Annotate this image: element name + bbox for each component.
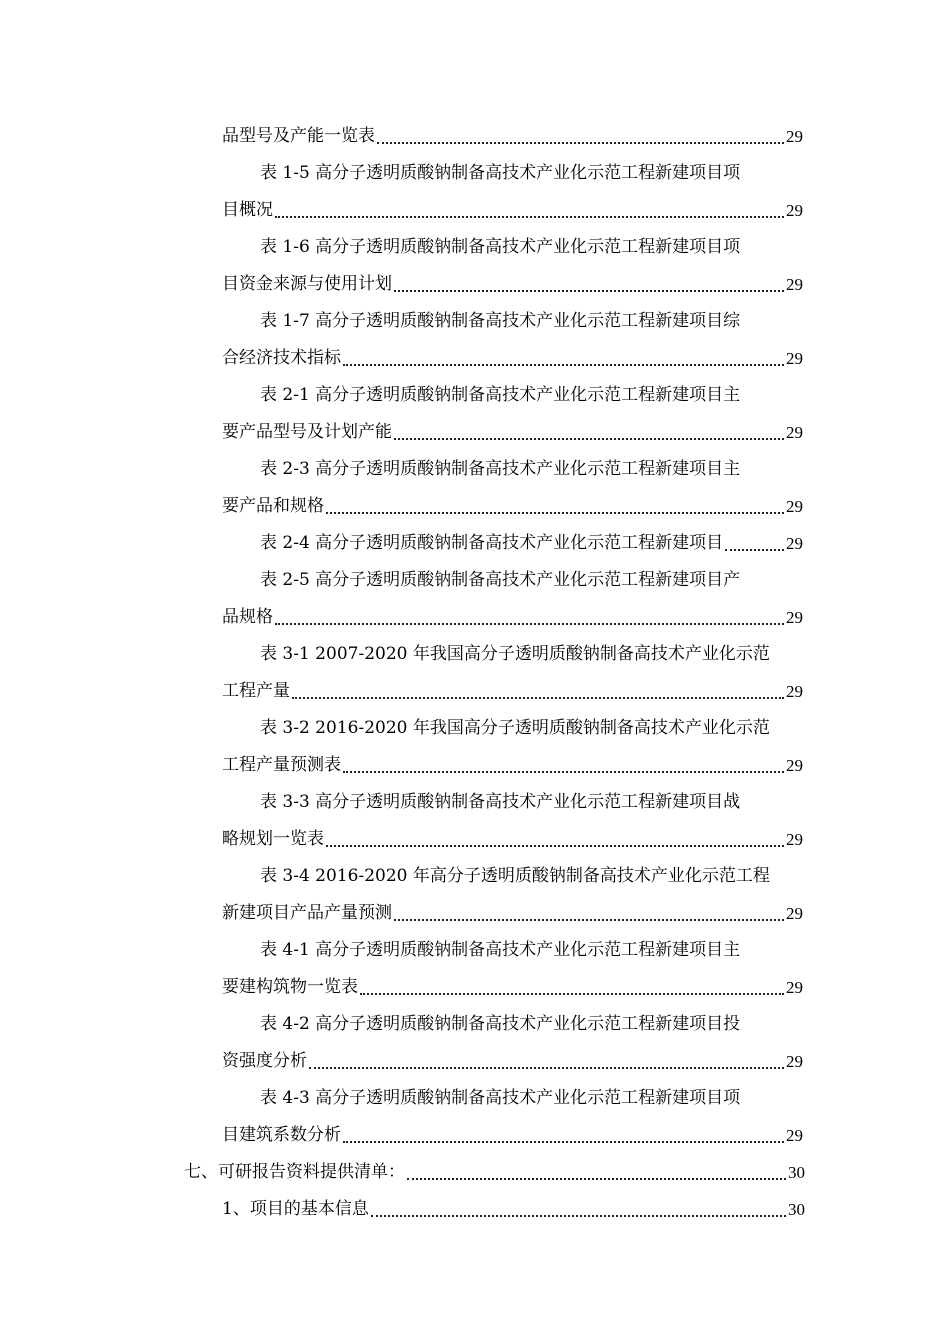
- toc-page-number: 29: [786, 608, 803, 627]
- toc-entry-text: 表 3-4 2016-2020 年高分子透明质酸钠制备高技术产业化示范工程: [260, 866, 770, 886]
- toc-entry-first-line[interactable]: [0, 636, 950, 673]
- toc-page-number: 29: [786, 349, 803, 368]
- dot-leader: [309, 1067, 784, 1069]
- toc-page-number: 29: [786, 201, 803, 220]
- toc-entry-text: 目建筑系数分析: [222, 1125, 341, 1145]
- toc-entry-first-line[interactable]: [0, 377, 950, 414]
- toc-entry-text: 七、可研报告资料提供清单：: [184, 1162, 405, 1182]
- dot-leader: [725, 549, 784, 551]
- toc-entry-text: 品型号及产能一览表: [222, 126, 375, 146]
- toc-page-number: 29: [786, 682, 803, 701]
- toc-entry-continuation[interactable]: [0, 599, 950, 636]
- dot-leader: [394, 438, 784, 440]
- toc-entry-text: 工程产量预测表: [222, 755, 341, 775]
- dot-leader: [360, 993, 784, 995]
- toc-entry-text: 表 2-4 高分子透明质酸钠制备高技术产业化示范工程新建项目: [260, 533, 724, 553]
- toc-entry-continuation[interactable]: [0, 895, 950, 932]
- toc-entry-continuation[interactable]: [0, 969, 950, 1006]
- toc-entry-text: 要产品型号及计划产能: [222, 422, 392, 442]
- dot-leader: [326, 845, 784, 847]
- toc-entry-text: 表 4-3 高分子透明质酸钠制备高技术产业化示范工程新建项目项: [260, 1088, 741, 1108]
- toc-entry-text: 表 4-1 高分子透明质酸钠制备高技术产业化示范工程新建项目主: [260, 940, 741, 960]
- toc-entry-text: 表 3-1 2007-2020 年我国高分子透明质酸钠制备高技术产业化示范: [260, 644, 770, 664]
- toc-entry-text: 表 3-2 2016-2020 年我国高分子透明质酸钠制备高技术产业化示范: [260, 718, 770, 738]
- toc-subsection[interactable]: [0, 1191, 950, 1228]
- dot-leader: [275, 216, 784, 218]
- toc-page-number: 29: [786, 904, 803, 923]
- toc-entry-continuation[interactable]: [0, 266, 950, 303]
- toc-entry-text: 1、项目的基本信息: [222, 1199, 369, 1219]
- toc-entry-continuation[interactable]: [0, 118, 950, 155]
- toc-entry-continuation[interactable]: [0, 488, 950, 525]
- dot-leader: [377, 142, 784, 144]
- toc-entry-first-line[interactable]: [0, 1080, 950, 1117]
- toc-page-number: 30: [788, 1163, 805, 1182]
- toc-entry-continuation[interactable]: [0, 1117, 950, 1154]
- toc-section-heading[interactable]: [0, 1154, 950, 1191]
- toc-entry-text: 要建构筑物一览表: [222, 977, 358, 997]
- toc-entry-text: 品规格: [222, 607, 273, 627]
- toc-entry-first-line[interactable]: [0, 303, 950, 340]
- toc-entry-text: 表 2-1 高分子透明质酸钠制备高技术产业化示范工程新建项目主: [260, 385, 741, 405]
- toc-entry-text: 略规划一览表: [222, 829, 324, 849]
- toc-page-number: 29: [786, 534, 803, 553]
- toc-entry-text: 合经济技术指标: [222, 348, 341, 368]
- dot-leader: [343, 364, 784, 366]
- table-of-contents: [0, 118, 950, 1228]
- dot-leader: [275, 623, 784, 625]
- toc-entry-first-line[interactable]: [0, 155, 950, 192]
- dot-leader: [407, 1178, 786, 1180]
- dot-leader: [343, 771, 784, 773]
- dot-leader: [326, 512, 784, 514]
- toc-entry-first-line[interactable]: [0, 858, 950, 895]
- toc-entry-first-line[interactable]: [0, 562, 950, 599]
- toc-page-number: 29: [786, 978, 803, 997]
- toc-page-number: 29: [786, 423, 803, 442]
- toc-entry-text: 表 1-7 高分子透明质酸钠制备高技术产业化示范工程新建项目综: [260, 311, 741, 331]
- toc-entry-first-line[interactable]: [0, 229, 950, 266]
- dot-leader: [292, 697, 784, 699]
- toc-page-number: 29: [786, 497, 803, 516]
- toc-entry-first-line[interactable]: [0, 784, 950, 821]
- toc-entry-continuation[interactable]: [0, 340, 950, 377]
- toc-entry-text: 表 4-2 高分子透明质酸钠制备高技术产业化示范工程新建项目投: [260, 1014, 741, 1034]
- dot-leader: [343, 1141, 784, 1143]
- toc-entry-continuation[interactable]: [0, 414, 950, 451]
- toc-entry-text: 表 1-6 高分子透明质酸钠制备高技术产业化示范工程新建项目项: [260, 237, 741, 257]
- toc-entry-text: 表 1-5 高分子透明质酸钠制备高技术产业化示范工程新建项目项: [260, 163, 741, 183]
- toc-entry-text: 表 3-3 高分子透明质酸钠制备高技术产业化示范工程新建项目战: [260, 792, 741, 812]
- toc-entry-text: 表 2-5 高分子透明质酸钠制备高技术产业化示范工程新建项目产: [260, 570, 741, 590]
- dot-leader: [394, 290, 784, 292]
- dot-leader: [371, 1215, 786, 1217]
- toc-page-number: 30: [788, 1200, 805, 1219]
- toc-entry-first-line[interactable]: [0, 1006, 950, 1043]
- toc-entry-text: 要产品和规格: [222, 496, 324, 516]
- toc-entry-first-line[interactable]: [0, 451, 950, 488]
- toc-entry-text: 目资金来源与使用计划: [222, 274, 392, 294]
- toc-entry-first-line[interactable]: [0, 525, 950, 562]
- toc-page-number: 29: [786, 1126, 803, 1145]
- toc-entry-first-line[interactable]: [0, 932, 950, 969]
- toc-page-number: 29: [786, 756, 803, 775]
- toc-page-number: 29: [786, 1052, 803, 1071]
- toc-entry-text: 资强度分析: [222, 1051, 307, 1071]
- toc-entry-continuation[interactable]: [0, 747, 950, 784]
- toc-entry-text: 工程产量: [222, 681, 290, 701]
- toc-entry-continuation[interactable]: [0, 1043, 950, 1080]
- toc-entry-continuation[interactable]: [0, 821, 950, 858]
- toc-entry-text: 新建项目产品产量预测: [222, 903, 392, 923]
- toc-entry-continuation[interactable]: [0, 673, 950, 710]
- toc-page-number: 29: [786, 275, 803, 294]
- toc-entry-first-line[interactable]: [0, 710, 950, 747]
- dot-leader: [394, 919, 784, 921]
- toc-page-number: 29: [786, 830, 803, 849]
- toc-entry-text: 表 2-3 高分子透明质酸钠制备高技术产业化示范工程新建项目主: [260, 459, 741, 479]
- toc-entry-continuation[interactable]: [0, 192, 950, 229]
- toc-page-number: 29: [786, 127, 803, 146]
- toc-entry-text: 目概况: [222, 200, 273, 220]
